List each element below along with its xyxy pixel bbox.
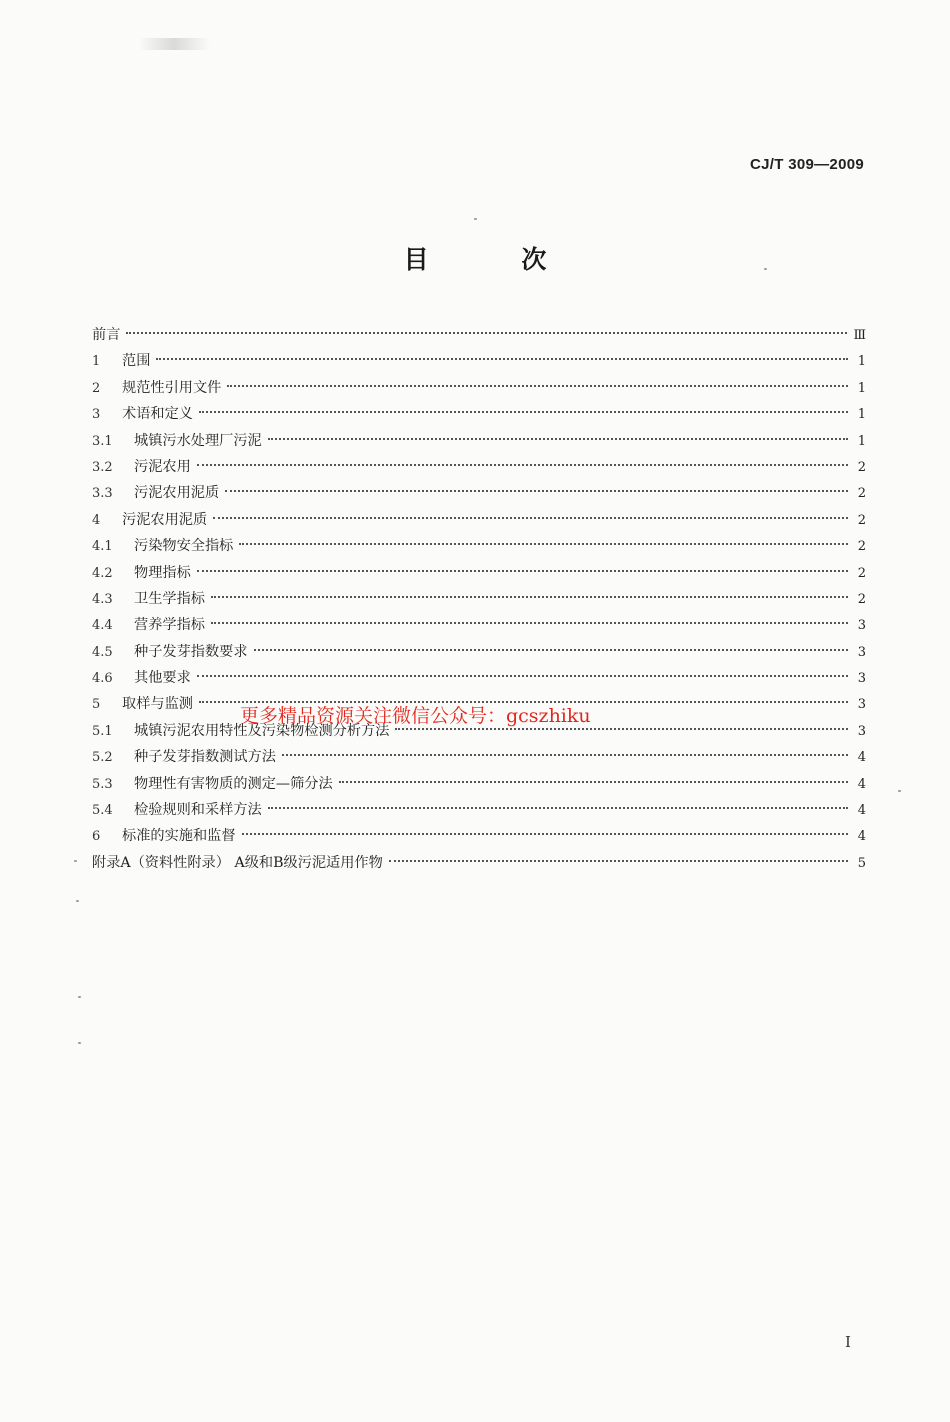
- toc-section-number: 4: [92, 512, 101, 528]
- toc-page-number: 4: [857, 829, 866, 845]
- toc-row: [92, 560, 866, 586]
- toc-leader-dots: [242, 833, 848, 835]
- toc-page-number: 1: [857, 433, 866, 449]
- toc-section-title: 标准的实施和监督: [122, 828, 236, 845]
- toc-section-number: 5.3: [92, 776, 113, 792]
- scan-speck: [898, 790, 901, 792]
- toc-section-title: 取样与监测: [122, 696, 193, 713]
- toc-section-number: 3.1: [92, 433, 113, 449]
- toc-section-title: 前言: [92, 327, 121, 343]
- toc-row: [92, 850, 866, 876]
- toc-row: [92, 480, 866, 506]
- toc-page-number: 3: [857, 618, 866, 634]
- toc-section-title: 污泥农用: [134, 458, 191, 475]
- toc-leader-dots: [268, 438, 848, 440]
- toc-leader-dots: [156, 358, 848, 360]
- toc-page-number: 3: [857, 697, 866, 713]
- toc-page-number: 5: [857, 855, 866, 871]
- toc-row: [92, 507, 866, 533]
- toc-section-title: 检验规则和采样方法: [134, 802, 262, 819]
- toc-leader-dots: [282, 754, 848, 756]
- toc-section-title: 卫生学指标: [134, 590, 205, 607]
- toc-row: [92, 639, 866, 665]
- toc-row: [92, 665, 866, 691]
- toc-section-number: 3: [92, 407, 101, 423]
- toc-section-number: 3.3: [92, 486, 113, 502]
- toc-row: [92, 375, 866, 401]
- scan-speck: [78, 1042, 81, 1044]
- toc-section-title: 范围: [122, 353, 151, 370]
- toc-leader-dots: [197, 570, 848, 572]
- scan-speck: [764, 268, 767, 270]
- toc-section-number: 4.3: [92, 591, 113, 607]
- toc-section-title: 其他要求: [134, 670, 191, 687]
- toc-section-number: 4.2: [92, 565, 113, 581]
- standard-code: CJ/T 309—2009: [750, 156, 864, 173]
- toc-page-number: Ⅲ: [853, 328, 866, 343]
- toc-row: [92, 401, 866, 427]
- toc-row: [92, 797, 866, 823]
- toc-row: [92, 533, 866, 559]
- toc-leader-dots: [225, 490, 848, 492]
- toc-section-title: 物理指标: [134, 564, 191, 581]
- toc-row: [92, 454, 866, 480]
- toc-section-title: 城镇污泥农用特性及污染物检测分析方法: [134, 722, 390, 739]
- toc-leader-dots: [211, 596, 848, 598]
- toc-leader-dots: [339, 781, 848, 783]
- toc-section-title: 规范性引用文件: [122, 379, 222, 396]
- toc-section-number: 4.4: [92, 618, 113, 634]
- toc-page-number: 1: [857, 380, 866, 396]
- scan-speck: [474, 218, 477, 220]
- toc-page-number: 4: [857, 750, 866, 766]
- toc-page-number: 3: [857, 671, 866, 687]
- toc-section-number: 4.6: [92, 671, 113, 687]
- toc-page-number: 2: [857, 565, 866, 581]
- toc-section-title: 术语和定义: [122, 406, 193, 423]
- toc-section-title: 污染物安全指标: [134, 538, 234, 555]
- toc-page-number: 1: [857, 354, 866, 370]
- toc-page-number: 3: [857, 723, 866, 739]
- toc-section-number: 6: [92, 829, 101, 845]
- toc-section-title: 污泥农用泥质: [122, 511, 208, 528]
- toc-section-title: 污泥农用泥质: [134, 485, 220, 502]
- toc-row: [92, 348, 866, 374]
- toc-section-title: 附录A（资料性附录） A级和B级污泥适用作物: [92, 854, 383, 871]
- toc-page-number: 4: [857, 776, 866, 792]
- toc-row: [92, 771, 866, 797]
- toc-page-number: 4: [857, 803, 866, 819]
- toc-leader-dots: [254, 649, 848, 651]
- toc-section-number: 2: [92, 380, 101, 396]
- toc-row: [92, 586, 866, 612]
- toc-section-title: 种子发芽指数测试方法: [134, 749, 276, 766]
- toc-section-number: 3.2: [92, 459, 113, 475]
- toc-leader-dots: [126, 332, 847, 334]
- toc-leader-dots: [227, 385, 848, 387]
- page-title: 目 次: [403, 245, 589, 274]
- scan-speck: [74, 860, 77, 862]
- toc-page-number: 2: [857, 459, 866, 475]
- toc-section-number: 5.2: [92, 750, 113, 766]
- toc-page-number: 2: [857, 486, 866, 502]
- scan-speck: [76, 900, 79, 902]
- toc-leader-dots: [211, 622, 848, 624]
- toc-section-title: 种子发芽指数要求: [134, 643, 248, 660]
- toc-leader-dots: [197, 464, 848, 466]
- toc-page-number: 2: [857, 512, 866, 528]
- toc-row: [92, 428, 866, 454]
- toc-row: [92, 322, 866, 348]
- toc-row: [92, 744, 866, 770]
- toc-page-number: 2: [857, 591, 866, 607]
- toc-leader-dots: [197, 675, 848, 677]
- page-number: I: [845, 1333, 851, 1351]
- toc-section-title: 物理性有害物质的测定—筛分法: [134, 775, 333, 792]
- toc-section-title: 营养学指标: [134, 617, 205, 634]
- scan-smudge: [138, 38, 210, 50]
- toc-leader-dots: [239, 543, 848, 545]
- toc-section-number: 5.4: [92, 803, 113, 819]
- toc-leader-dots: [199, 411, 848, 413]
- toc-section-number: 5: [92, 697, 101, 713]
- scan-speck: [78, 996, 81, 998]
- toc-row: [92, 823, 866, 849]
- toc-leader-dots: [395, 728, 848, 730]
- toc-section-number: 1: [92, 354, 101, 370]
- toc-section-number: 5.1: [92, 723, 113, 739]
- toc-page-number: 1: [857, 407, 866, 423]
- toc-leader-dots: [389, 860, 848, 862]
- toc-section-title: 城镇污水处理厂污泥: [134, 432, 262, 449]
- toc-leader-dots: [268, 807, 848, 809]
- watermark-text: 更多精品资源关注微信公众号：gcszhiku: [240, 705, 591, 727]
- toc-page-number: 2: [857, 539, 866, 555]
- toc-leader-dots: [213, 517, 848, 519]
- toc-page-number: 3: [857, 644, 866, 660]
- toc-row: [92, 612, 866, 638]
- table-of-contents: [92, 322, 866, 876]
- toc-section-number: 4.1: [92, 539, 113, 555]
- toc-section-number: 4.5: [92, 644, 113, 660]
